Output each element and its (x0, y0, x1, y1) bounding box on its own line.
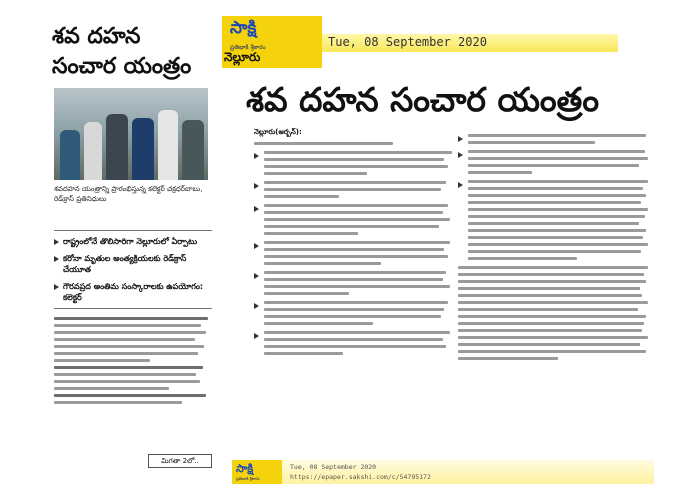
paragraph (254, 151, 452, 175)
logo-slogan: ప్రతిభాకి శ్రీకారం (230, 44, 266, 51)
paragraph (254, 241, 452, 265)
article-column-1 (254, 138, 452, 361)
article-column-2 (458, 130, 650, 366)
paragraph (458, 150, 650, 174)
paragraph (458, 134, 650, 144)
footer-date: Tue, 08 September 2020 (290, 463, 377, 471)
highlight-item: కరోనా మృతుల అంత్యక్రియలకు రెడ్‌క్రాస్ చేయూత (54, 253, 214, 275)
edition-name: నెల్లూరు (224, 50, 261, 64)
edition-date: Tue, 08 September 2020 (328, 35, 487, 49)
footer-logo-slogan: ప్రతిభాకి శ్రీకారం (236, 476, 260, 481)
paragraph (254, 271, 452, 295)
divider (54, 230, 212, 231)
paragraph (458, 266, 650, 360)
logo-text: సాక్షి (230, 18, 257, 38)
highlight-item: రాష్ట్రంలోనే తొలిసారిగా నెల్లూరులో ఏర్పాటు (54, 236, 214, 247)
footer-meta (282, 460, 654, 484)
headline: శవ దహన సంచార యంత్రం (246, 80, 600, 119)
divider (54, 308, 212, 309)
sidebar-title-line-2: సంచార యంత్రం (52, 54, 192, 79)
paragraph (458, 180, 650, 260)
byline: నెల్లూరు(అర్బన్): (254, 128, 302, 136)
highlights-list (54, 236, 214, 309)
paragraph (254, 204, 452, 235)
photo-caption: శవదహన యంత్రాన్ని ప్రారంభిస్తున్న కలెక్టర్ చక్రధర్‌బాబు, రెడ్‌క్రాస్ ప్రతినిధులు (54, 185, 203, 203)
paragraph (254, 301, 452, 325)
continued-marker: మిగతా 2లో.. (148, 454, 212, 468)
sidebar-body-text (54, 313, 214, 453)
paragraph (254, 142, 452, 145)
highlight-item: గౌరవప్రద అంతిమ సంస్కారాలకు ఉపయోగం: కలెక్టర్ (54, 281, 214, 303)
sidebar-title-line-1: శవ దహన (52, 24, 141, 49)
footer-logo-text: సాక్షి (236, 462, 254, 475)
footer-logo (232, 460, 282, 484)
date-banner (322, 34, 618, 52)
footer-url[interactable]: https://epaper.sakshi.com/c/54795172 (290, 473, 431, 481)
news-photo (54, 88, 208, 180)
paragraph (254, 181, 452, 198)
sidebar-title (52, 22, 222, 82)
paragraph (254, 331, 452, 355)
